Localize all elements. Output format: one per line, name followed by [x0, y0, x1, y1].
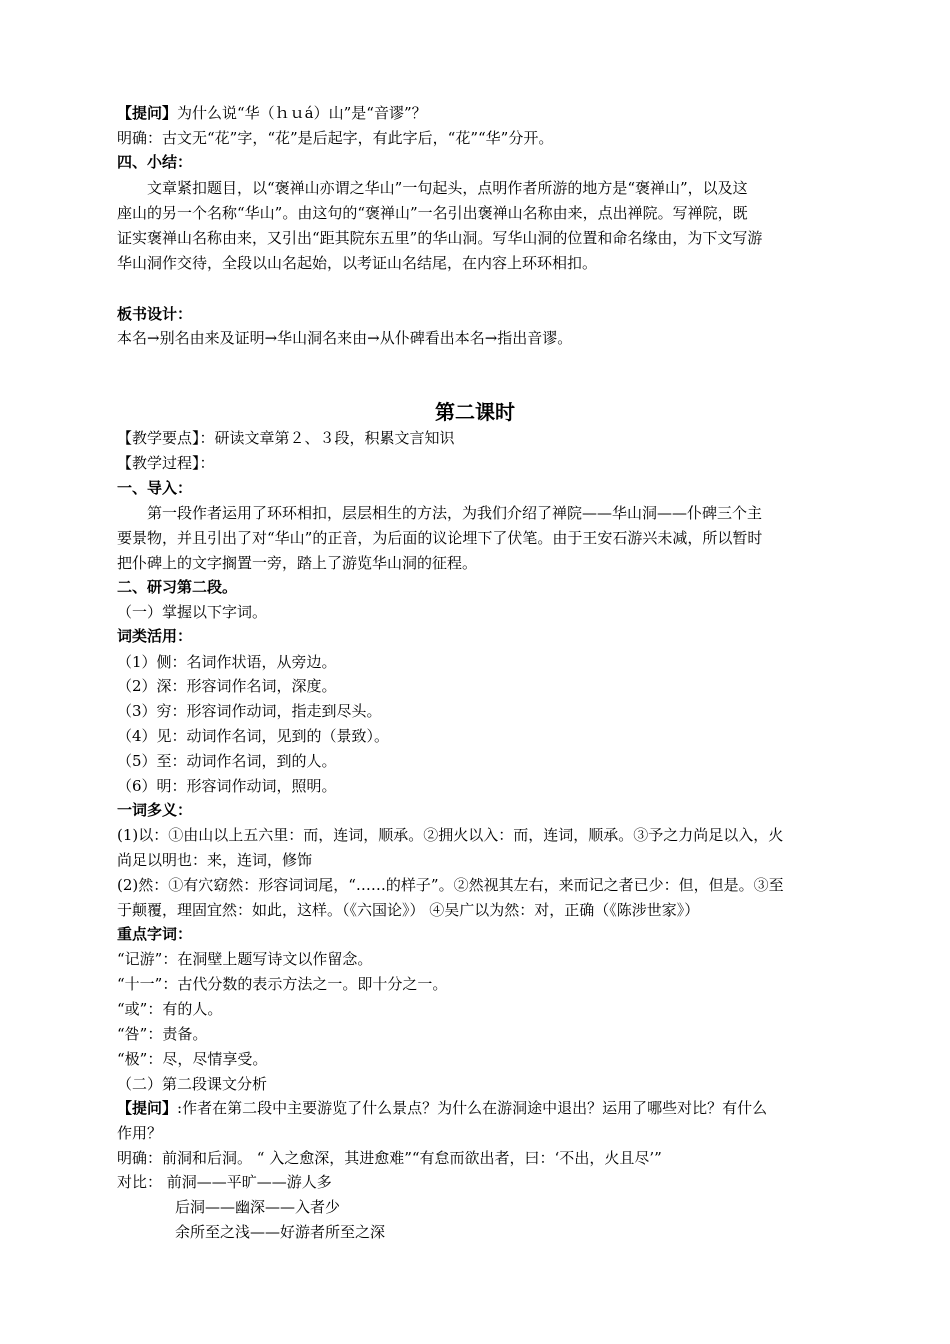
subheading-polysemy: 一词多义： — [117, 801, 193, 819]
subheading-word-class: 词类活用： — [117, 627, 193, 645]
contrast-line: 余所至之浅——好游者所至之深 — [175, 1223, 386, 1241]
list-item: (1)以：①由山以上五六里：而，连词，顺承。②拥火以入：而，连词，顺承。③予之力尚足以入，火 — [117, 826, 784, 844]
question-line: 【提问】为什么说“华（ｈｕá）山”是“音谬”？ — [117, 104, 427, 122]
section-heading-study: 二、研习第二段。 — [117, 578, 238, 596]
list-item: “极”：尽，尽情享受。 — [117, 1050, 268, 1068]
subheading-key-words: 重点字词： — [117, 925, 193, 943]
paragraph-line: 第一段作者运用了环环相扣，层层相生的方法，为我们介绍了禅院——华山洞——仆碑三个主 — [147, 504, 763, 522]
teaching-process: 【教学过程】： — [117, 454, 215, 472]
question-line: 【提问】:作者在第二段中主要游览了什么景点？为什么在游洞途中退出？运用了哪些对比？有什么 — [117, 1099, 768, 1117]
contrast-line: 后洞——幽深——入者少 — [175, 1198, 341, 1216]
list-item: （1）侧：名词作状语，从旁边。 — [117, 653, 337, 671]
answer-line: 明确：古文无“花”字，“花”是后起字，有此字后，“花”“华”分开。 — [117, 129, 554, 147]
list-item: （4）见：动词作名词，见到的（景致）。 — [117, 727, 390, 745]
section-title: 第二课时 — [435, 400, 515, 424]
list-item: （3）穷：形容词作动词，指走到尽头。 — [117, 702, 382, 720]
subsection-line: （二）第二段课文分析 — [117, 1075, 268, 1093]
paragraph-line: 华山洞作交待，全段以山名起始，以考证山名结尾，在内容上环环相扣。 — [117, 254, 598, 272]
contrast-line: 对比： 前洞——平旷——游人多 — [117, 1173, 332, 1191]
list-item: “咎”：责备。 — [117, 1025, 208, 1043]
answer-line: 明确：前洞和后洞。 “ 入之愈深，其进愈难”“有怠而欲出者，曰：‘不出，火且尽’” — [117, 1149, 662, 1167]
list-item: 于颠覆，理固宜然：如此，这样。（《六国论》） ④吴广以为然：对，正确（《陈涉世家》） — [117, 901, 700, 919]
list-item: 尚足以明也：来，连词，修饰 — [117, 851, 313, 869]
list-item: “十一”：古代分数的表示方法之一。即十分之一。 — [117, 975, 448, 993]
list-item: （2）深：形容词作名词，深度。 — [117, 677, 337, 695]
subsection-line: （一）掌握以下字词。 — [117, 603, 268, 621]
paragraph-line: 要景物，并且引出了对“华山”的正音，为后面的议论埋下了伏笔。由于王安石游兴未减，所以暂时 — [117, 529, 763, 547]
paragraph-line: 证实褒禅山名称由来，又引出“距其院东五里”的华山洞。写华山洞的位置和命名缘由，为下文写游 — [117, 229, 763, 247]
section-heading-board: 板书设计： — [117, 305, 193, 323]
board-design-line: 本名→别名由来及证明→华山洞名来由→从仆碑看出本名→指出音谬。 — [117, 329, 573, 347]
paragraph-line: 文章紧扣题目，以“褒禅山亦谓之华山”一句起头，点明作者所游的地方是“褒禅山”，以及这 — [147, 179, 748, 197]
list-item: （5）至：动词作名词，到的人。 — [117, 752, 337, 770]
section-heading-summary: 四、小结： — [117, 153, 193, 171]
list-item: （6）明：形容词作动词，照明。 — [117, 777, 337, 795]
list-item: “或”：有的人。 — [117, 1000, 223, 1018]
paragraph-line: 作用？ — [117, 1124, 163, 1142]
list-item: “记游”：在洞壁上题写诗文以作留念。 — [117, 950, 373, 968]
paragraph-line: 把仆碑上的文字搁置一旁，踏上了游览华山洞的征程。 — [117, 554, 478, 572]
section-heading-intro: 一、导入： — [117, 479, 193, 497]
paragraph-line: 座山的另一个名称“华山”。由这句的“褒禅山”一名引出褒禅山名称由来，点出禅院。写禅院，既 — [117, 204, 748, 222]
teaching-points: 【教学要点】：研读文章第２、３段，积累文言知识 — [117, 429, 455, 447]
list-item: (2)然：①有穴窈然：形容词词尾，“……的样子”。②然视其左右，来而记之者已少：但，但是。③至 — [117, 876, 784, 894]
